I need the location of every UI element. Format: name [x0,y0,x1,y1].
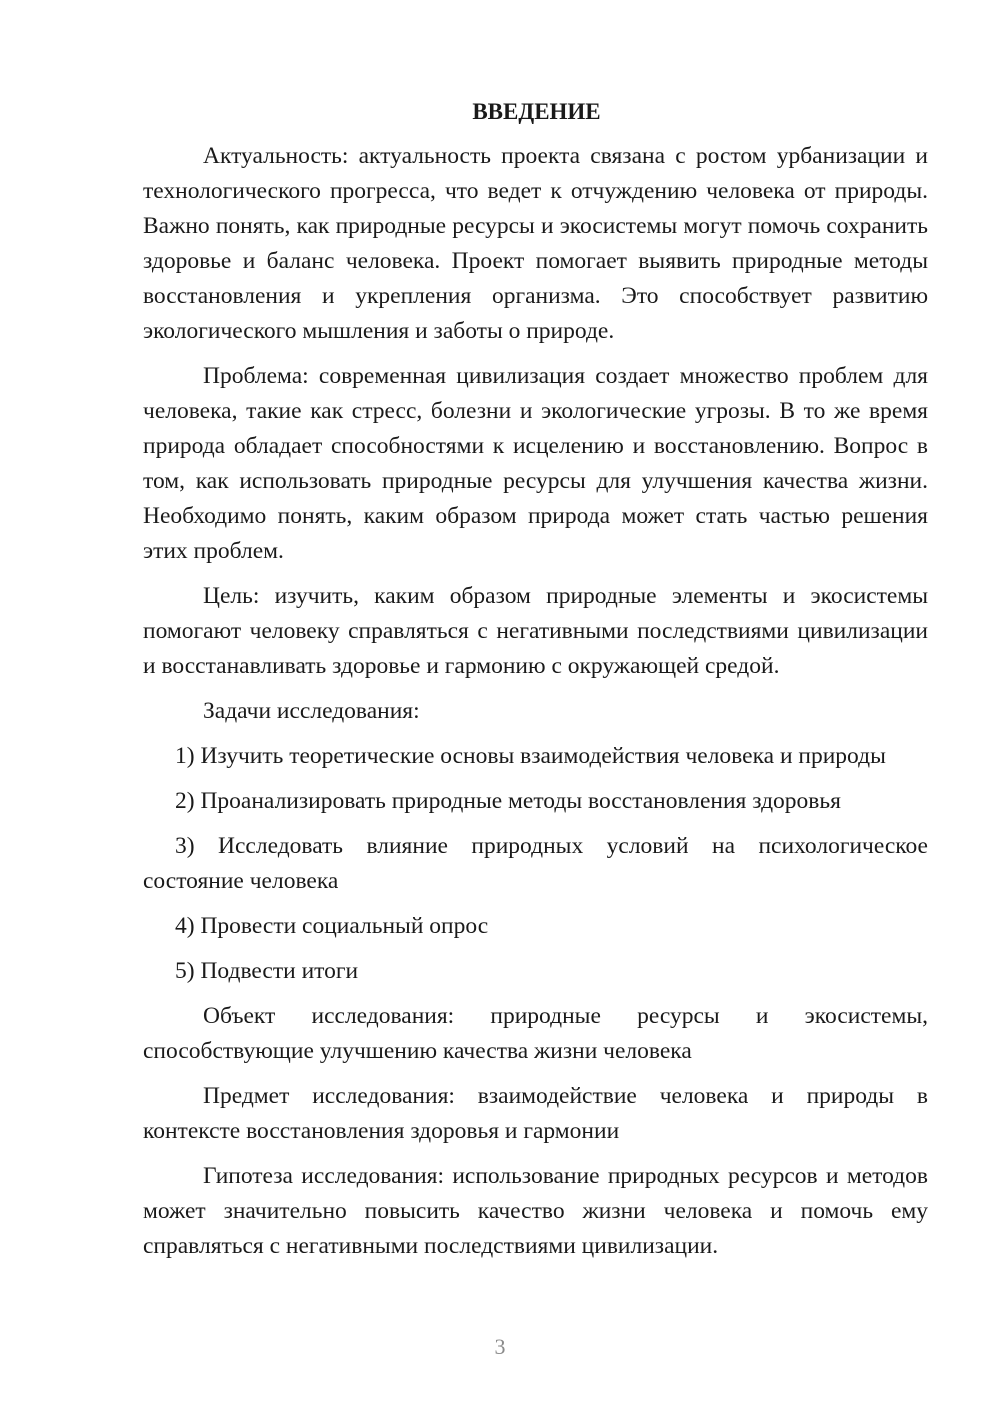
paragraph-problem: Проблема: современная цивилизация создает множество проблем для человека, такие как стресс, болезни и экологические угрозы. В то же время природа обладает способностями к исцелению и восстановлению. Вопрос в том, как использовать природные ресурсы для улучшения качества жизни. Необходимо понять, каким образом природа может стать частью решения этих проблем. [143,363,928,564]
task-item: 2) Проанализировать природные методы восстановления здоровья [175,788,841,814]
paragraph-object: Объект исследования: природные ресурсы и экосистемы, способствующие улучшению качества жизни человека [143,1003,928,1064]
task-item: 5) Подвести итоги [175,958,359,984]
task-item: 3) Исследовать влияние природных условий на психологическое состояние человека [143,833,928,894]
tasks-heading: Задачи исследования: [203,698,420,724]
paragraph-subject: Предмет исследования: взаимодействие человека и природы в контексте восстановления здоровья и гармонии [143,1083,928,1144]
paragraph-hypothesis: Гипотеза исследования: использование природных ресурсов и методов может значительно повысить качество жизни человека и помочь ему справляться с негативными последствиями цивилизации. [143,1163,928,1259]
paragraph-goal: Цель: изучить, каким образом природные элементы и экосистемы помогают человеку справляться с негативными последствиями цивилизации и восстанавливать здоровье и гармонию с окружающей средой. [143,583,928,679]
task-item: 1) Изучить теоретические основы взаимодействия человека и природы [175,743,886,769]
paragraph-relevance: Актуальность: актуальность проекта связана с ростом урбанизации и технологического прогресса, что ведет к отчуждению человека от природы. Важно понять, как природные ресурсы и экосистемы могут помочь сохранить здоровье и баланс человека. Проект помогает выявить природные методы восстановления и укрепления организма. Это способствует развитию экологического мышления и заботы о природе. [143,143,928,344]
page-number: 3 [494,1334,506,1359]
section-title: ВВЕДЕНИЕ [472,99,601,124]
task-item: 4) Провести социальный опрос [175,913,489,939]
document-body [143,94,928,1274]
